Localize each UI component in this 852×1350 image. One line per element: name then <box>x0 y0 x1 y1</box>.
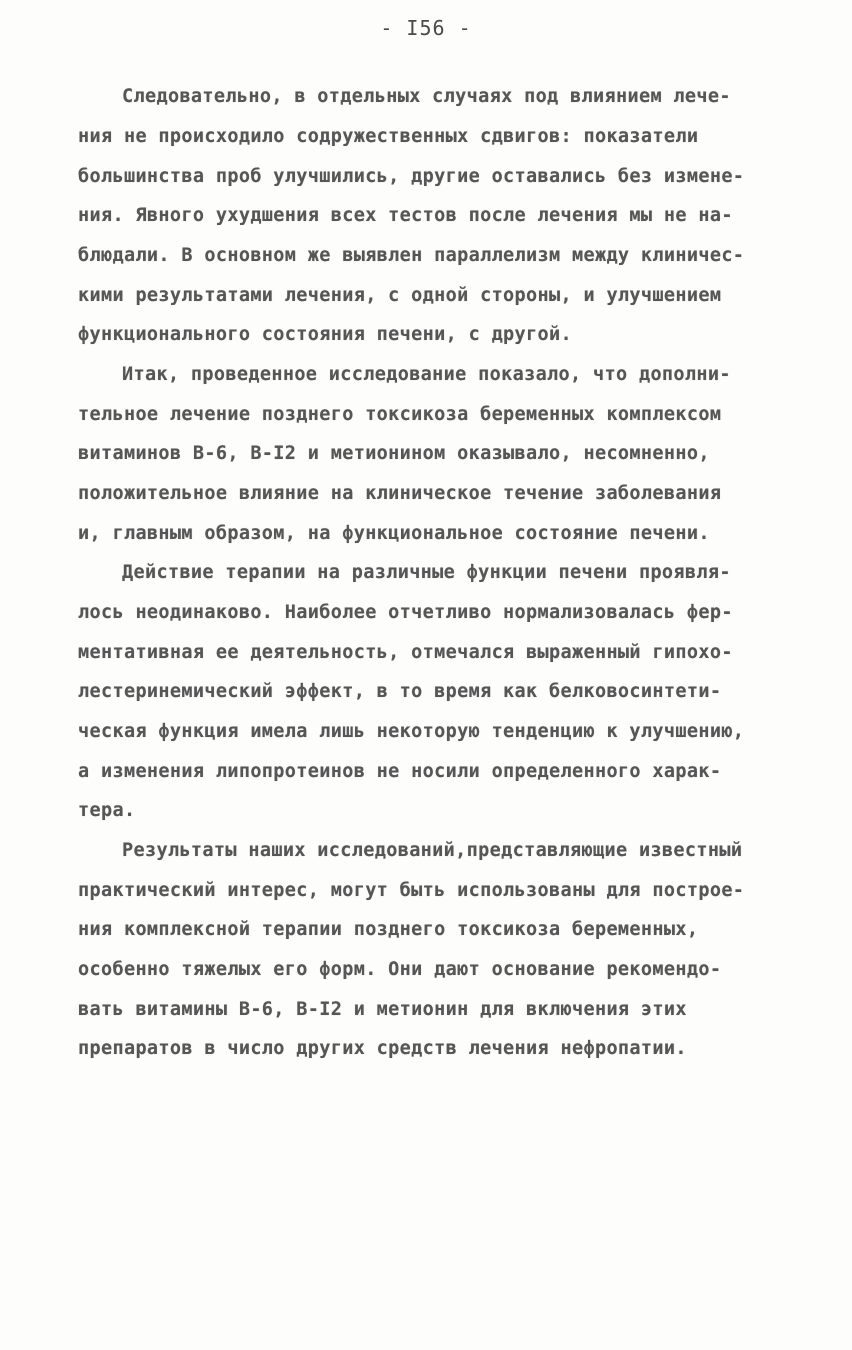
text-line: ния. Явного ухудшения всех тестов после лечения мы не на- <box>78 205 733 226</box>
text-line: особенно тяжелых его форм. Они дают основание рекомендо- <box>78 959 722 980</box>
text-line: большинства проб улучшились, другие оставались без измене- <box>78 166 745 187</box>
text-line: препаратов в число других средств лечения нефропатии. <box>78 1038 687 1059</box>
text-line: и, главным образом, на функциональное состояние печени. <box>78 523 710 544</box>
text-line: ния комплексной терапии позднего токсикоза беременных, <box>78 919 699 940</box>
text-line: Следовательно, в отдельных случаях под влиянием лече- <box>122 86 731 107</box>
text-line: кими результатами лечения, с одной стороны, и улучшением <box>78 285 722 306</box>
text-line: Результаты наших исследований,представляющие известный <box>122 840 743 861</box>
text-line: Итак, проведенное исследование показало, что дополни- <box>122 364 731 385</box>
text-line: лось неодинаково. Наиболее отчетливо нормализовалась фер- <box>78 602 733 623</box>
text-line: ческая функция имела лишь некоторую тенденцию к улучшению, <box>78 721 745 742</box>
text-line: Действие терапии на различные функции печени проявля- <box>122 562 731 583</box>
text-line: положительное влияние на клиническое течение заболевания <box>78 483 722 504</box>
text-line: тера. <box>78 800 136 821</box>
text-line: ментативная ее деятельность, отмечался выраженный гипохо- <box>78 642 733 663</box>
text-line: витаминов В-6, В-I2 и метионином оказывало, несомненно, <box>78 443 710 464</box>
text-line: вать витамины В-6, В-I2 и метионин для включения этих <box>78 999 687 1020</box>
text-line: функционального состояния печени, с другой. <box>78 324 572 345</box>
text-line: ния не происходило содружественных сдвигов: показатели <box>78 126 699 147</box>
page-number: - I56 - <box>380 16 472 40</box>
text-line: тельное лечение позднего токсикоза беременных комплексом <box>78 404 722 425</box>
text-line: практический интерес, могут быть использованы для построе- <box>78 880 745 901</box>
text-line: а изменения липопротеинов не носили определенного харак- <box>78 761 722 782</box>
text-line: лестеринемический эффект, в то время как белковосинтети- <box>78 681 722 702</box>
text-line: блюдали. В основном же выявлен параллелизм между клиничес- <box>78 245 745 266</box>
